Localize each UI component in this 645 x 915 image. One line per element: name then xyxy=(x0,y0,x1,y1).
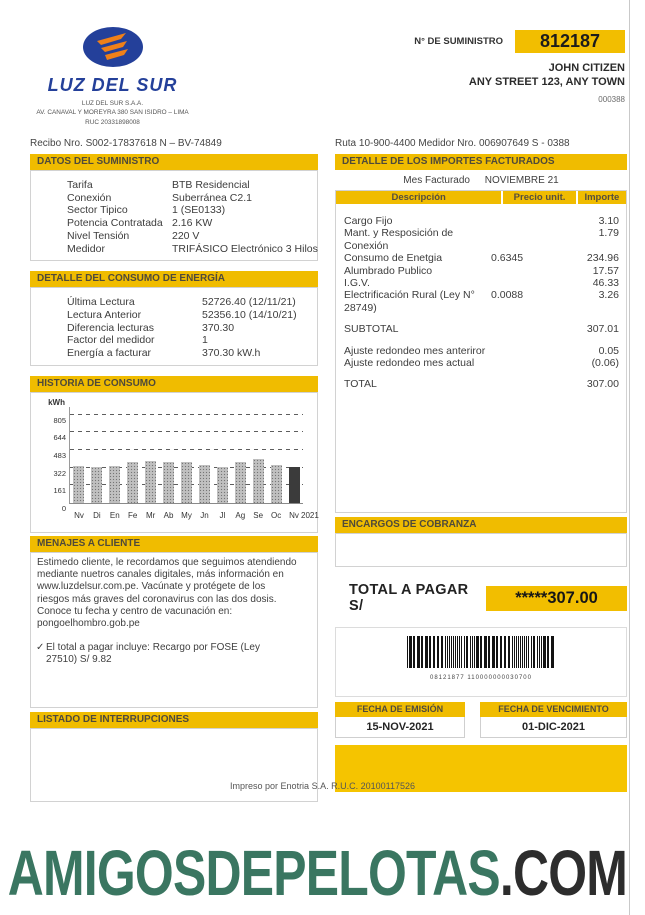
page-right-edge xyxy=(629,0,630,915)
barcode-icon xyxy=(405,636,557,668)
column-header-precio-unit: Precio unit. xyxy=(503,191,576,204)
supplier-ruc-line: RUC 20331898008 xyxy=(85,118,140,126)
charge-amount: 3.10 xyxy=(598,215,619,227)
chart-x-tick: En xyxy=(109,510,120,520)
charge-row xyxy=(344,289,619,314)
table-total-row xyxy=(344,378,619,390)
checkmark-icon: ✓ xyxy=(36,641,45,653)
charge-row xyxy=(344,265,619,277)
left-column xyxy=(30,138,318,802)
footer-brand-name: AMIGOSDEPELOTAS xyxy=(7,837,500,909)
section-title-historia-consumo: HISTORIA DE CONSUMO xyxy=(30,376,318,392)
charge-row xyxy=(344,252,619,264)
chart-gridline xyxy=(70,449,303,450)
field-label: Energía a facturar xyxy=(67,347,152,360)
field-value: 370.30 xyxy=(202,321,235,334)
charge-amount: 17.57 xyxy=(592,264,619,277)
customer-messages-panel xyxy=(30,552,318,708)
chart-bar xyxy=(163,462,174,502)
chart-x-tick: Nv xyxy=(289,510,299,520)
chart-bar xyxy=(217,467,228,503)
field-row xyxy=(67,217,311,230)
column-header-importe: Importe xyxy=(578,191,626,204)
table-total-value: 307.00 xyxy=(586,378,619,391)
customer-name: JOHN CITIZEN xyxy=(548,62,625,74)
chart-y-tick: 161 xyxy=(53,486,66,496)
chart-x-tick: Ag xyxy=(235,510,246,520)
rounding-prev-row xyxy=(344,345,619,357)
total-to-pay-row xyxy=(349,582,627,614)
route-meter-line: Ruta 10-900-4400 Medidor Nro. 006907649 S - 0388 xyxy=(335,138,570,149)
field-row xyxy=(67,322,311,335)
due-date-label: FECHA DE VENCIMIENTO xyxy=(480,702,627,717)
consumption-history-chart-panel xyxy=(30,392,318,533)
field-row xyxy=(67,296,311,309)
charge-description: Alumbrado Publico xyxy=(344,264,433,277)
rounding-current-row xyxy=(344,357,619,369)
barcode-number: 08121877 110000000030700 xyxy=(430,675,532,681)
charges-table-rows xyxy=(336,204,626,391)
chart-y-axis-label: kWh xyxy=(48,397,65,407)
message-body xyxy=(37,557,311,631)
chart-x-tick: Se xyxy=(253,510,264,520)
charge-amount: 3.26 xyxy=(598,289,619,302)
chart-x-tick: Nv xyxy=(74,510,84,520)
chart-bar xyxy=(127,462,138,502)
charge-description: Mant. y Resposición de Conexión xyxy=(344,227,454,252)
charge-amount: 46.33 xyxy=(592,277,619,290)
section-title-consumo-energia: DETALLE DEL CONSUMO DE ENERGÍA xyxy=(30,271,318,287)
supply-header-block xyxy=(325,30,625,104)
charge-description: Electrificación Rural (Ley N° 28749) xyxy=(344,289,475,314)
table-total-label: TOTAL xyxy=(344,378,377,391)
field-label: Conexión xyxy=(67,191,112,204)
supplier-wordmark: LUZ DEL SUR xyxy=(47,75,178,95)
rounding-prev-label: Ajuste redondeo mes anteriror xyxy=(344,344,486,357)
charge-amount: 1.79 xyxy=(598,227,619,240)
charge-unit-price xyxy=(491,277,557,289)
luz-del-sur-logo-icon xyxy=(82,26,144,68)
subtotal-label: SUBTOTAL xyxy=(344,323,399,336)
section-title-importes: DETALLE DE LOS IMPORTES FACTURADOS xyxy=(335,154,627,170)
rounding-prev-value: 0.05 xyxy=(598,344,619,357)
field-row xyxy=(67,309,311,322)
issue-date-block xyxy=(335,702,465,738)
field-value: 2.16 KW xyxy=(172,217,213,230)
message-line: mediante nuetros canales digitales, más información en xyxy=(37,569,284,581)
field-row xyxy=(67,204,311,217)
message-line: Conoce tu fecha y centro de vacunación en: xyxy=(37,605,233,617)
total-to-pay-value: *****307.00 xyxy=(486,586,627,611)
chart-y-tick: 483 xyxy=(53,451,66,461)
supplier-name-line: LUZ DEL SUR S.A.A. xyxy=(81,100,144,107)
field-value: 52356.10 (14/10/21) xyxy=(202,308,297,321)
charge-unit-price xyxy=(491,265,557,277)
subtotal-row xyxy=(344,323,619,335)
field-row xyxy=(67,347,311,360)
chart-bar xyxy=(199,465,210,503)
field-row xyxy=(67,230,311,243)
datos-suministro-panel xyxy=(30,170,318,261)
charge-description: Consumo de Enetgia xyxy=(344,252,443,265)
charge-unit-price: 0.6345 xyxy=(491,252,524,265)
chart-x-tick: Oc xyxy=(270,510,282,520)
supplier-logo-block xyxy=(30,26,195,127)
charge-row xyxy=(344,227,619,252)
supply-number-value: 812187 xyxy=(515,30,625,53)
field-value: 220 V xyxy=(172,229,200,242)
message-line: www.luzdelsur.com.pe. Vacúnate y protégete de los xyxy=(37,581,266,593)
field-label: Potencia Contratada xyxy=(67,217,163,230)
field-row xyxy=(67,242,318,256)
recibo-number: Recibo Nro. S002-17837618 N – BV-74849 xyxy=(30,138,222,149)
field-value: BTB Residencial xyxy=(172,179,250,191)
charge-row xyxy=(344,277,619,289)
billed-month-value: NOVIEMBRE 21 xyxy=(484,175,559,186)
issue-date-value: 15-NOV-2021 xyxy=(335,717,465,738)
fose-note-text: El total a pagar incluye: Recargo por FOSE (Ley 27510) S/ 9.82 xyxy=(46,641,260,665)
chart-y-tick: 805 xyxy=(53,415,66,425)
supply-number-label: N° DE SUMINISTRO xyxy=(414,36,503,47)
consumo-energia-panel xyxy=(30,287,318,366)
chart-y-tick: 644 xyxy=(53,433,66,443)
charge-amount: 234.96 xyxy=(586,252,619,265)
due-date-value: 01-DIC-2021 xyxy=(480,717,627,738)
chart-bar xyxy=(109,466,120,503)
field-label: Última Lectura xyxy=(67,296,135,309)
charge-unit-price xyxy=(491,227,557,252)
chart-gridline xyxy=(70,431,303,432)
message-line: Estimedo cliente, le recordamos que seguimos atendiendo xyxy=(37,556,297,568)
dates-row xyxy=(335,702,627,738)
section-title-datos-suministro: DATOS DEL SUMINISTRO xyxy=(30,154,318,170)
footer-brand xyxy=(0,836,627,910)
field-value: Suberránea C2.1 xyxy=(172,191,252,204)
chart-y-tick: 0 xyxy=(61,503,66,513)
issue-date-label: FECHA DE EMISIÓN xyxy=(335,702,465,717)
chart-x-tick: Di xyxy=(93,510,101,520)
chart-x-tick: My xyxy=(181,510,192,520)
fose-note xyxy=(37,642,289,666)
section-title-mensajes: MENAJES A CLIENTE xyxy=(30,536,318,552)
chart-bar xyxy=(289,467,300,503)
field-label: Factor del medidor xyxy=(67,334,155,347)
supplier-address-line: AV. CANAVAL Y MOREYRA 380 SAN ISIDRO – LIMA xyxy=(36,109,189,117)
chart-year-label: 2021 xyxy=(301,510,319,520)
barcode-panel xyxy=(335,627,627,697)
rounding-current-label: Ajuste redondeo mes actual xyxy=(344,357,475,370)
chart-bar xyxy=(91,467,102,502)
charge-description: I.G.V. xyxy=(344,277,370,290)
collection-charges-panel xyxy=(335,533,627,567)
footer-brand-tld: .COM xyxy=(499,837,627,909)
field-value: 52726.40 (12/11/21) xyxy=(202,296,296,309)
message-line: riesgos más graves del coronavirus con las dos dosis. xyxy=(37,593,277,605)
charges-table-header xyxy=(336,191,626,204)
charge-unit-price xyxy=(491,215,557,227)
chart-x-tick: Mr xyxy=(145,510,156,520)
chart-bar xyxy=(181,462,192,503)
customer-address: ANY STREET 123, ANY TOWN xyxy=(468,76,625,88)
consumption-bar-chart xyxy=(48,397,319,520)
field-label: Tarifa xyxy=(67,179,93,191)
field-value: TRIFÁSICO Electrónico 3 Hilos xyxy=(172,242,318,255)
charge-description: Cargo Fijo xyxy=(344,215,393,227)
field-label: Nivel Tensión xyxy=(67,229,130,242)
field-label: Lectura Anterior xyxy=(67,308,142,321)
field-label: Diferencia lecturas xyxy=(67,321,154,334)
section-title-encargos: ENCARGOS DE COBRANZA xyxy=(335,517,627,533)
rounding-current-value: (0.06) xyxy=(591,357,619,370)
chart-x-tick: Jn xyxy=(200,510,209,520)
chart-x-tick: Fe xyxy=(128,510,138,520)
field-label: Sector Tipico xyxy=(67,204,128,217)
section-title-interrupciones: LISTADO DE INTERRUPCIONES xyxy=(30,712,318,728)
chart-bar xyxy=(253,459,264,503)
billed-month-label: Mes Facturado xyxy=(403,175,470,186)
chart-x-tick: Ab xyxy=(163,510,174,520)
field-value: 1 (SE0133) xyxy=(172,204,226,217)
billed-month-line xyxy=(335,175,627,187)
subtotal-value: 307.01 xyxy=(586,323,619,336)
field-label: Medidor xyxy=(67,242,105,255)
field-value: 370.30 kW.h xyxy=(202,347,261,360)
due-date-block xyxy=(480,702,627,738)
field-row xyxy=(67,179,311,192)
chart-y-tick: 322 xyxy=(53,468,66,478)
column-header-descripcion: Descripción xyxy=(336,191,501,204)
chart-x-tick: Jl xyxy=(219,510,226,520)
chart-bar xyxy=(73,466,84,503)
document-code: 000388 xyxy=(598,95,625,104)
chart-bar xyxy=(145,461,156,503)
field-row xyxy=(67,334,311,347)
chart-bar xyxy=(235,462,246,502)
charge-unit-price: 0.0088 xyxy=(491,289,524,302)
total-to-pay-label: TOTAL A PAGAR S/ xyxy=(349,582,469,614)
right-column xyxy=(335,138,627,792)
printed-by-line: Impreso por Enotria S.A. R.U.C. 20100117526 xyxy=(230,781,415,791)
field-value: 1 xyxy=(202,334,208,347)
chart-bar xyxy=(271,465,282,503)
chart-gridline xyxy=(70,414,303,415)
charge-row xyxy=(344,215,619,227)
charges-table xyxy=(335,190,627,513)
message-line: pongoelhombro.gob.pe xyxy=(37,618,140,630)
field-row xyxy=(67,192,311,205)
chart-plot-area xyxy=(53,407,319,520)
